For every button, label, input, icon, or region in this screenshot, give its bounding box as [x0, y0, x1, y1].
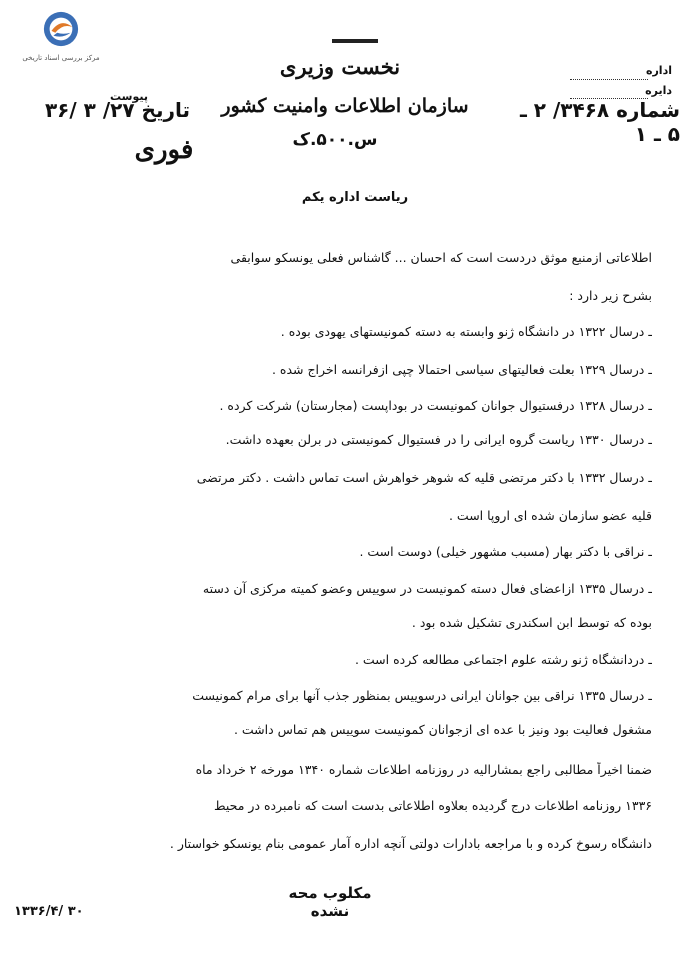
body-line: بشرح زیر دارد : — [569, 288, 652, 303]
body-line: ـ درسال ۱۳۲۹ بعلت فعالیتهای سیاسی احتمالا چپی ازفرانسه اخراج شده . — [271, 362, 652, 377]
body-line: ضمنا اخیراً مطالبی راجع بمشارالیه در روزنامه اطلاعات شماره ۱۳۴۰ مورخه ۲ خرداد ماه — [195, 762, 652, 777]
body-line: ـ درسال ۱۳۲۸ درفستیوال جوانان کمونیست در بوداپست (مجارستان) شرکت کرده . — [219, 398, 652, 413]
body-line: ـ درسال ۱۳۳۵ ازاعضای فعال دسته کمونیست در سوییس وعضو کمیته مرکزی آن دسته — [202, 581, 652, 596]
body-line: دانشگاه رسوخ کرده و با مراجعه بادارات دولتی آنچه اداره آمار عمومی بنام یونسکو خواستار . — [169, 836, 652, 851]
body-line: ـ دردانشگاه ژنو رشته علوم اجتماعی مطالعه کرده است . — [354, 652, 652, 667]
body-line: بوده که توسط ابن اسکندری تشکیل شده بود . — [411, 615, 652, 630]
archive-watermark — [18, 10, 104, 62]
body-line: ـ درسال ۱۳۳۰ ریاست گروه ایرانی را در فستیوال کمونیستی در برلن بعهده داشت. — [225, 432, 652, 447]
letterhead-title: نخست وزیری — [279, 54, 401, 79]
organization-code: س.۵۰۰.ک — [292, 130, 378, 150]
signature-line: مکلوب محه نشده — [288, 884, 372, 920]
field-edare-line — [570, 79, 648, 80]
urgent-stamp: فوری — [134, 135, 194, 165]
body-line: قلیه عضو سازمان شده ای اروپا است . — [448, 508, 652, 523]
letter-recipient: ریاست اداره یکم — [301, 190, 409, 205]
body-line: ـ درسال ۱۳۲۲ در دانشگاه ژنو وابسته به دسته کمونیستهای یهودی بوده . — [280, 324, 652, 339]
field-tarikh: تاریخ ۲۷/ ۳ /۳۶ — [44, 98, 190, 122]
watermark-text: مرکز بررسی اسناد تاریخی — [22, 54, 100, 62]
body-line: ـ درسال ۱۳۳۲ با دکتر مرتضی قلیه که شوهر خواهرش است تماس داشت . دکتر مرتضی — [196, 470, 652, 485]
body-line: مشغول فعالیت بود ونیز با عده ای ازجوانان کمونیست سوییس هم تماس داشت . — [233, 722, 652, 737]
field-edare: اداره — [645, 64, 672, 77]
letterhead-emblem — [330, 37, 380, 45]
field-shomare: شماره ۳۴۶۸/ ۲ ـ ۵ ـ ۱ — [519, 98, 680, 146]
body-line: ـ نراقی با دکتر بهار (مسبب مشهور خیلی) دوست است . — [359, 544, 652, 559]
field-peyvast: پیوست — [110, 90, 148, 103]
body-line: ۱۳۳۶ روزنامه اطلاعات درج گردیده بعلاوه اطلاعاتی بدست است که نامبرده در محیط — [214, 798, 652, 813]
organization-name: سازمان اطلاعات وامنیت کشور — [221, 95, 469, 117]
archive-logo-icon — [42, 10, 80, 48]
body-line: اطلاعاتی ازمنبع موثق دردست است که احسان ... گاشناس فعلی یونسکو سوابقی — [230, 250, 652, 265]
field-dayere: دایره — [645, 84, 672, 97]
body-line: ـ درسال ۱۳۳۵ نراقی بین جوانان ایرانی درسوییس بمنظور جذب آنها برای مرام کمونیست — [192, 688, 652, 703]
bottom-date: ۱۳۳۶/۴/ ۳۰ — [14, 904, 84, 919]
